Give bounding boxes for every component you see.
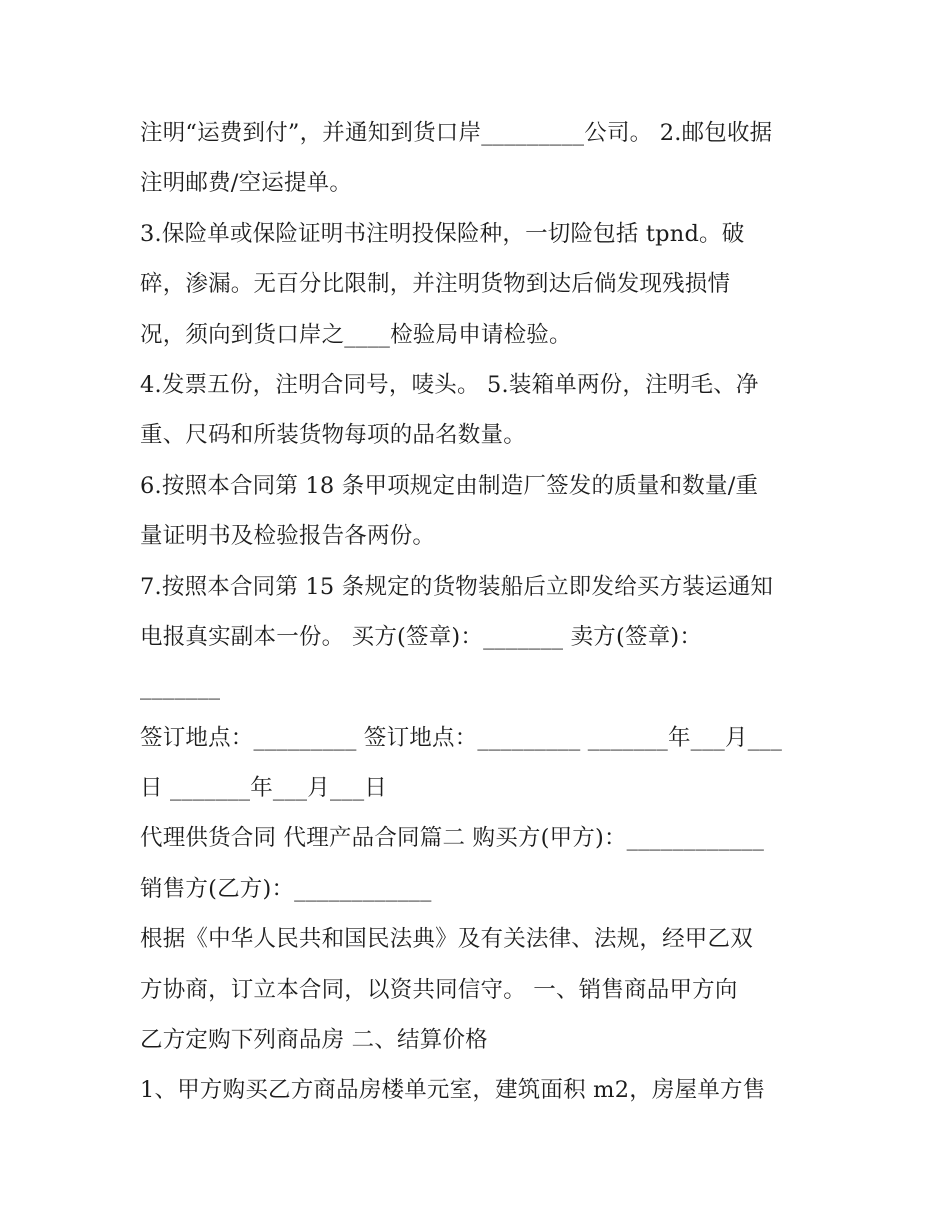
text-line: 代理供货合同 代理产品合同篇二 购买方(甲方)：____________	[140, 825, 765, 852]
text-line: _______	[140, 674, 221, 701]
text-line: 方协商，订立本合同，以资共同信守。 一、销售商品甲方向	[140, 976, 738, 1003]
text-line: 碎，渗漏。无百分比限制，并注明货物到达后倘发现残损情	[140, 271, 731, 298]
text-line: 乙方定购下列商品房 二、结算价格	[140, 1027, 488, 1054]
text-line: 1、甲方购买乙方商品房楼单元室，建筑面积 m2，房屋单方售	[140, 1077, 766, 1104]
text-line: 签订地点：_________ 签订地点：_________ _______年___月___	[140, 724, 783, 751]
text-line: 注明“运费到付”，并通知到货口岸_________公司。 2.邮包收据	[140, 120, 773, 146]
text-line: 6.按照本合同第 18 条甲项规定由制造厂签发的质量和数量/重	[140, 472, 759, 499]
text-line: 销售方(乙方)：____________	[140, 875, 432, 902]
text-line: 注明邮费/空运提单。	[140, 170, 353, 197]
text-line: 4.发票五份，注明合同号，唛头。 5.装箱单两份，注明毛、净	[140, 371, 759, 398]
text-line: 7.按照本合同第 15 条规定的货物装船后立即发给买方装运通知	[140, 573, 774, 600]
text-line: 3.保险单或保险证明书注明投保险种，一切险包括 tpnd。破	[140, 220, 745, 247]
text-line: 量证明书及检验报告各两份。	[140, 523, 436, 550]
text-line: 根据《中华人民共和国民法典》及有关法律、法规，经甲乙双	[140, 926, 753, 953]
text-line: 电报真实副本一份。 买方(签章)：_______ 卖方(签章)：	[140, 623, 703, 650]
text-line: 况，须向到货口岸之____检验局申请检验。	[140, 321, 572, 348]
text-line: 重、尺码和所装货物每项的品名数量。	[140, 422, 526, 449]
text-line: 日 _______年___月___日	[140, 775, 388, 802]
document-body	[140, 108, 812, 1116]
